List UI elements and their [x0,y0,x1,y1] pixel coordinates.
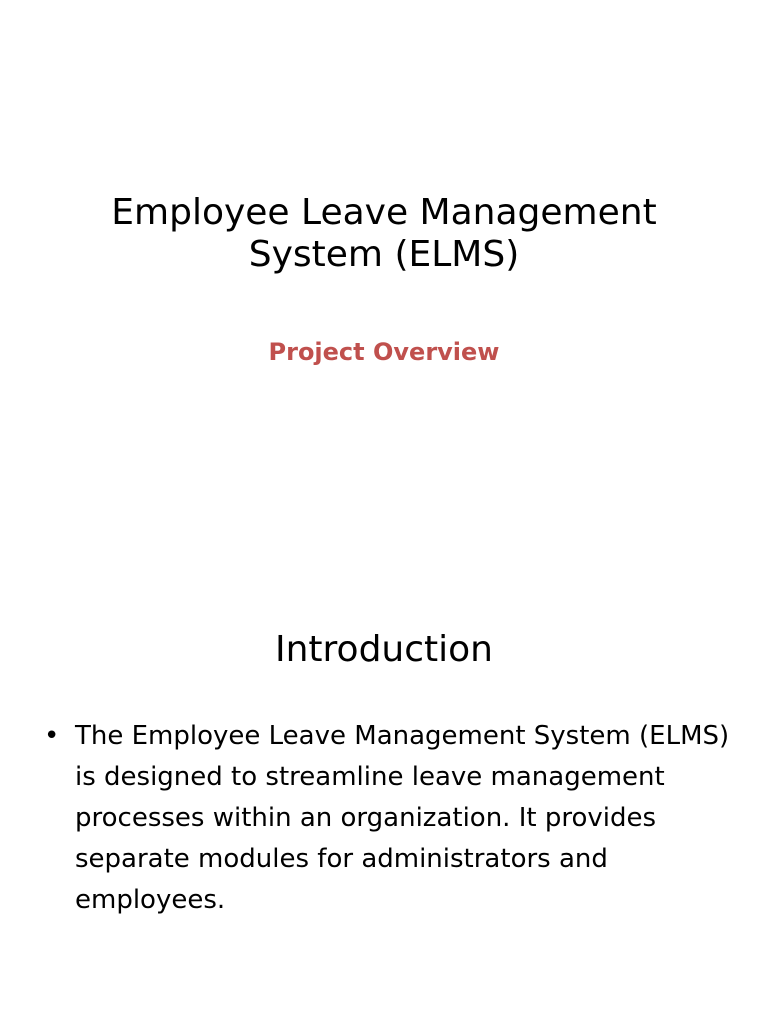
slide-title: Employee Leave Management System (ELMS) [111,192,657,275]
bullet-item [40,716,730,921]
introduction-slide [0,512,768,1024]
bullet-text: The Employee Leave Management System (ELMS) is designed to streamline leave management processes within an organization. It provides separate modules for administrators and employees. [75,721,730,915]
bullet-marker: • [44,721,60,751]
slide-title: Introduction [274,629,493,670]
slide-subtitle: Project Overview [268,338,500,366]
bullet-list [40,716,730,921]
